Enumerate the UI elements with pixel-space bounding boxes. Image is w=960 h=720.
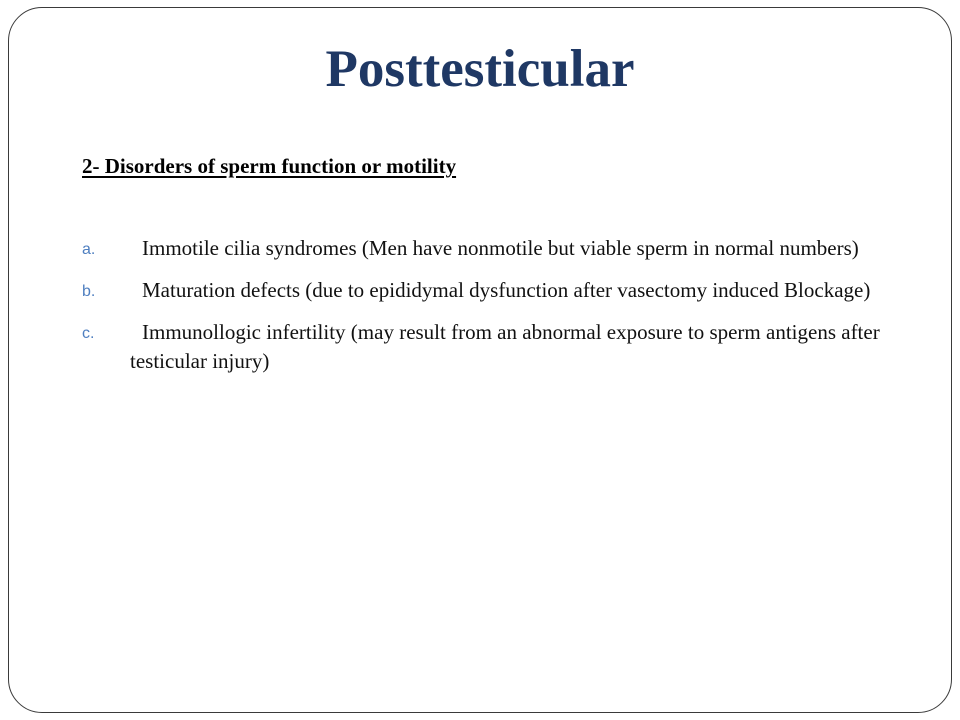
list-item-text: Maturation defects (due to epididymal dysfunction after vasectomy induced Blockage) — [142, 278, 871, 302]
list-marker: c. — [82, 325, 95, 342]
slide-title: Posttesticular — [325, 40, 635, 98]
list-marker: b. — [82, 283, 96, 300]
bullet-list — [82, 234, 882, 389]
list-item — [82, 318, 882, 376]
list-item — [82, 276, 882, 305]
list-item — [82, 234, 882, 263]
list-marker: a. — [82, 241, 96, 258]
list-item-text: Immunollogic infertility (may result from an abnormal exposure to sperm antigens after testicular injury) — [130, 320, 880, 373]
section-heading: 2- Disorders of sperm function or motility — [82, 154, 457, 178]
list-item-text: Immotile cilia syndromes (Men have nonmotile but viable sperm in normal numbers) — [142, 236, 859, 260]
